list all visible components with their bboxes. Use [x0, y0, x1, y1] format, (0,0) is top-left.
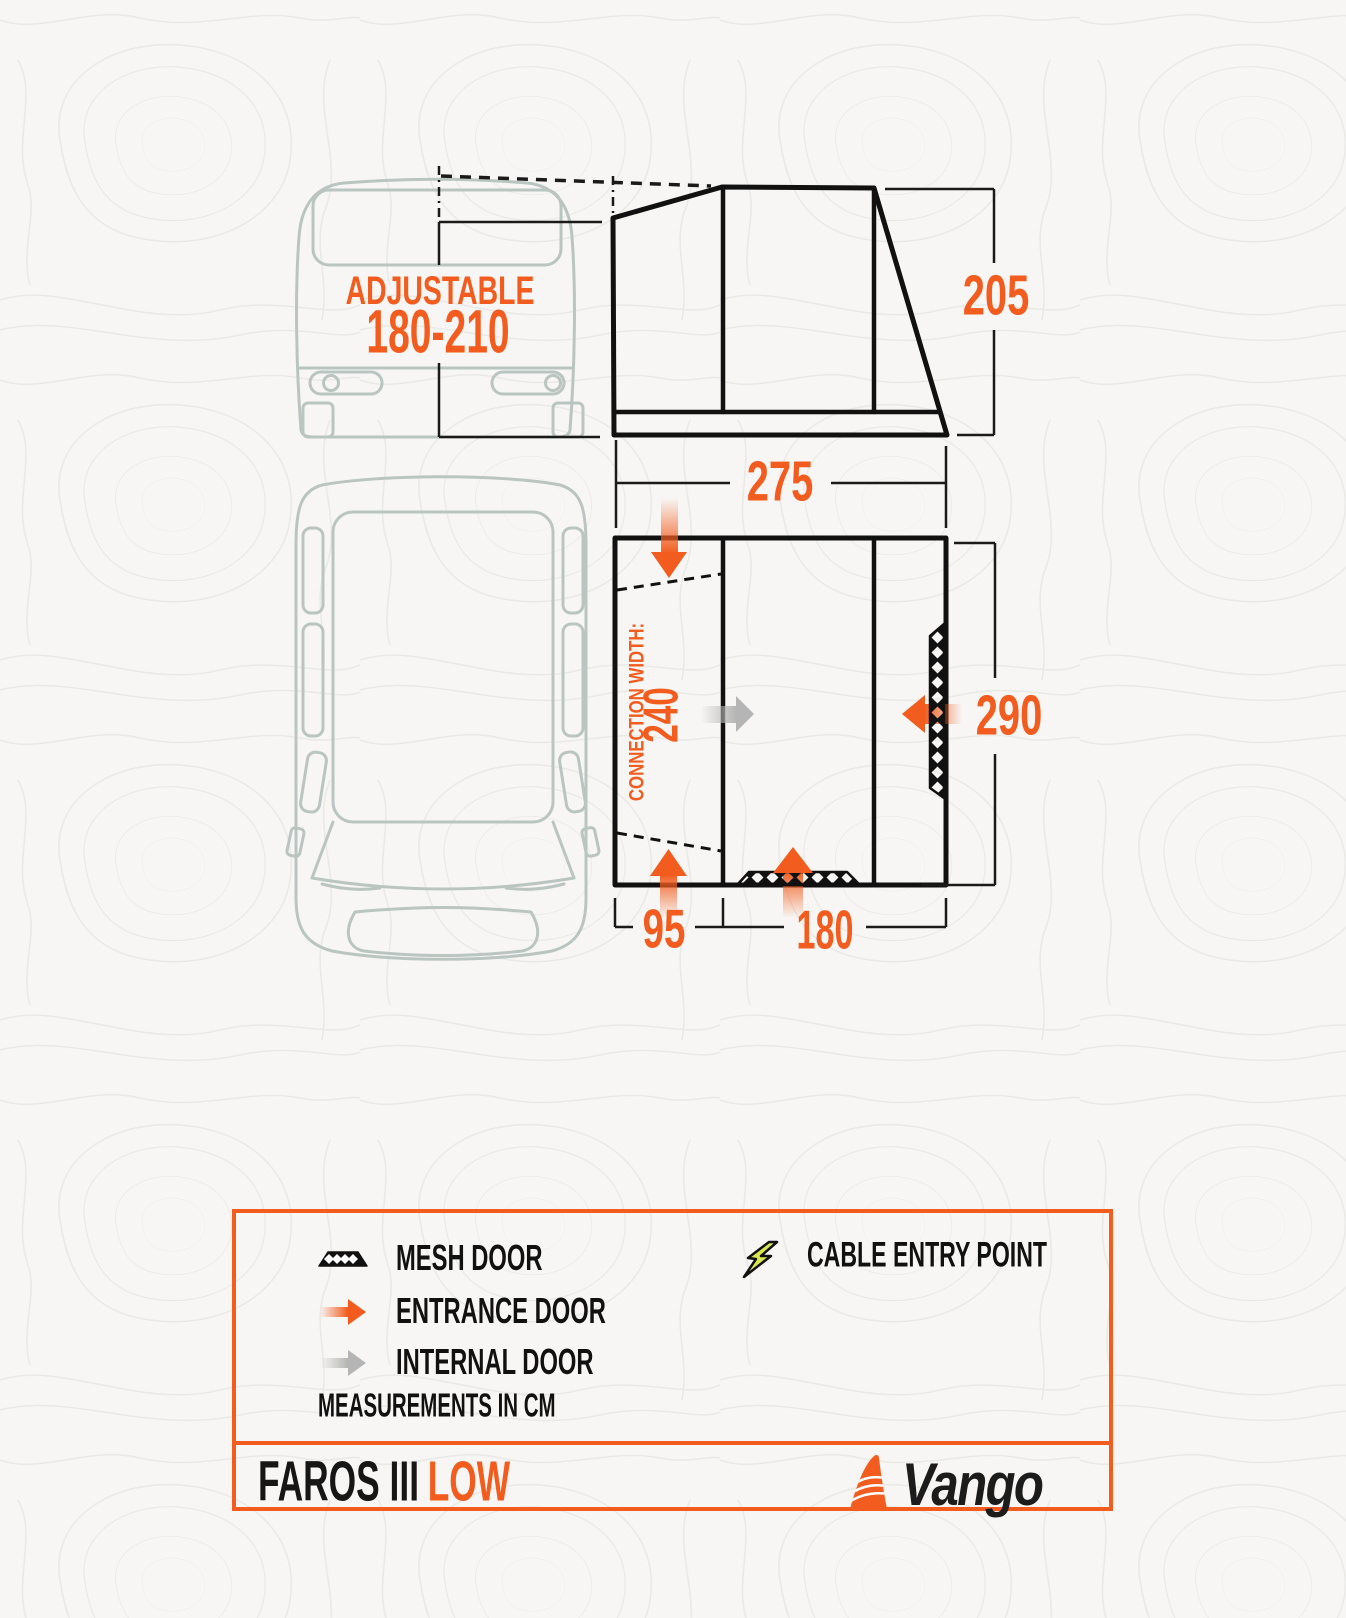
tunnel-depth-value: 95 — [642, 897, 686, 960]
legend-label-cable-entry: CABLE ENTRY POINT — [807, 1235, 1048, 1275]
adjustable-range-value: 180-210 — [366, 297, 510, 366]
awning-side-profile — [613, 187, 947, 435]
brand-wordmark: Vango — [902, 1451, 1043, 1518]
front-width-value: 180 — [796, 898, 854, 961]
depth-dimension-value: 290 — [975, 683, 1043, 748]
vango-cone-icon — [848, 1453, 900, 1511]
internal-door-arrow-icon — [320, 1349, 368, 1377]
van-roof — [333, 512, 553, 822]
mesh-door-panels — [737, 624, 944, 885]
measurements-note: MEASUREMENTS IN CM — [318, 1386, 556, 1424]
legend-label-mesh-door: MESH DOOR — [396, 1237, 543, 1278]
entrance-door-arrow-icon — [320, 1298, 368, 1326]
width-dimension-value: 275 — [746, 449, 814, 514]
adjustable-label: ADJUSTABLE — [345, 269, 535, 313]
attachment-guide-lines — [439, 166, 711, 222]
cable-entry-icon — [742, 1240, 782, 1280]
van-top-view — [286, 477, 600, 960]
product-title — [258, 1449, 511, 1514]
legend-label-entrance-door: ENTRANCE DOOR — [396, 1290, 606, 1331]
product-variant: LOW — [427, 1449, 511, 1514]
mesh-door-icon — [318, 1250, 368, 1268]
connection-width-label: CONNECTION WIDTH: — [625, 622, 649, 802]
connection-width-value: 240 — [634, 687, 689, 743]
internal-door-arrow — [701, 696, 754, 732]
legend-box — [232, 1209, 1113, 1518]
rear-window — [313, 190, 561, 265]
brand-logo — [848, 1451, 1073, 1518]
product-name: FAROS III — [258, 1449, 420, 1514]
entrance-door-arrowhead-bottom-mesh — [773, 847, 813, 873]
legend-divider — [236, 1441, 1109, 1445]
legend-label-internal-door: INTERNAL DOOR — [396, 1341, 594, 1382]
height-dimension-value: 205 — [962, 263, 1030, 328]
